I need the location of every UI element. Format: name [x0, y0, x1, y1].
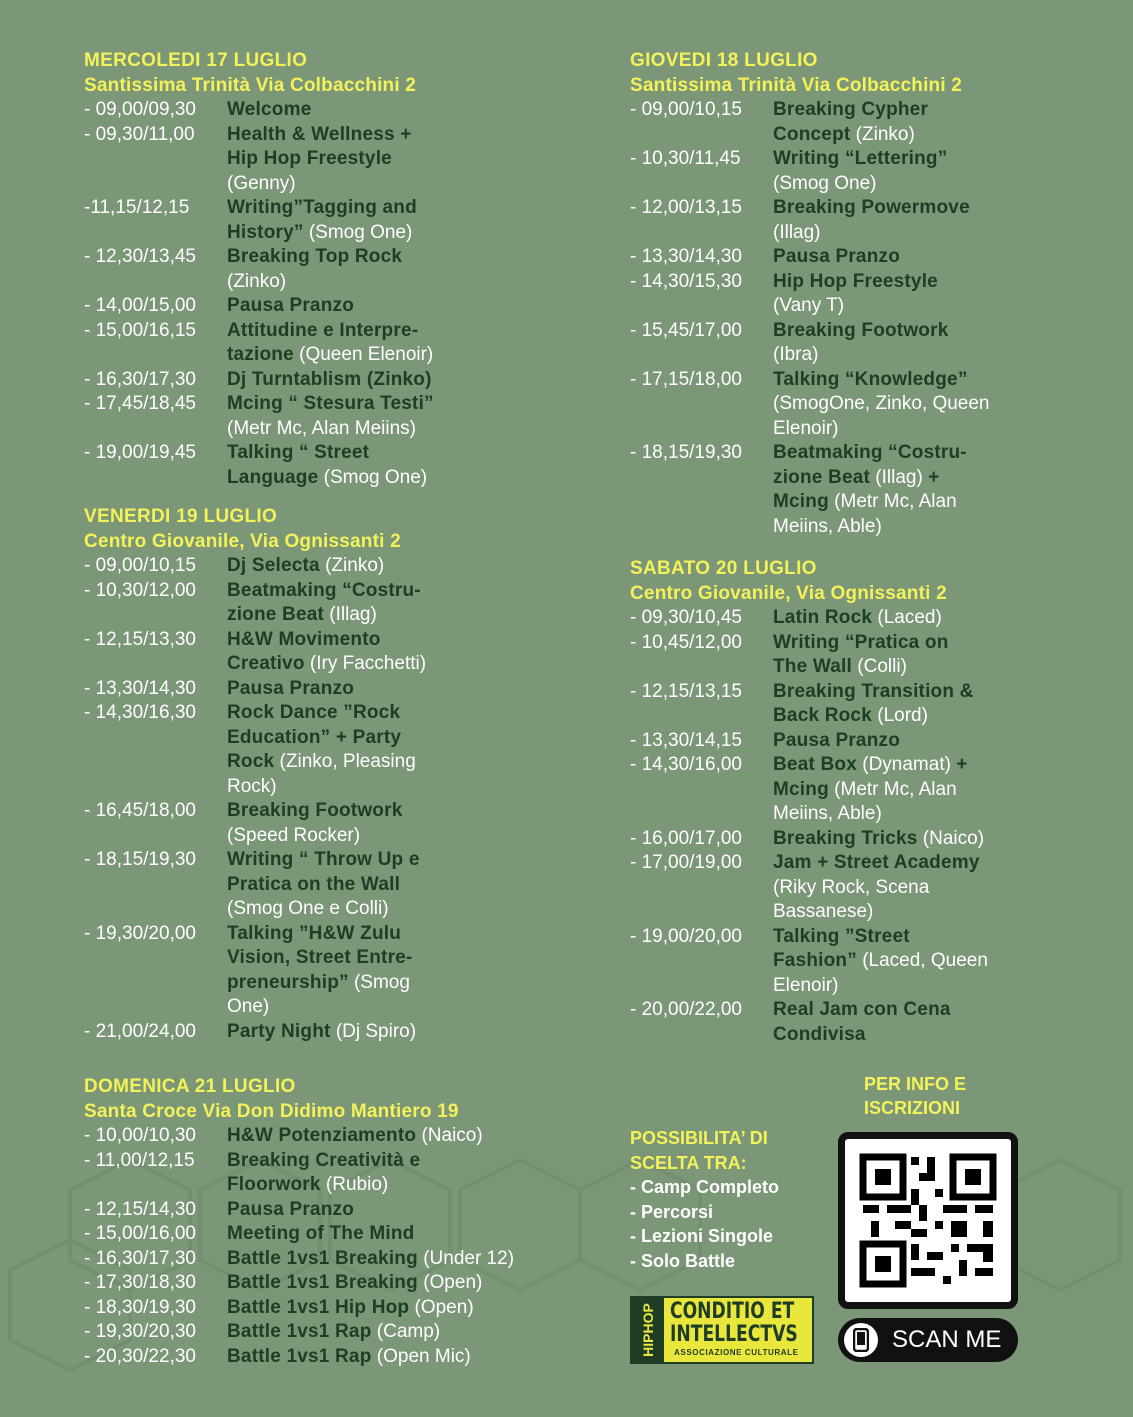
options-title: SCELTA TRA: — [630, 1152, 747, 1173]
schedule-event — [773, 245, 900, 270]
schedule-event — [227, 1149, 420, 1198]
schedule-time: - 10,30/12,00 — [84, 579, 196, 601]
schedule-event — [227, 922, 412, 1020]
schedule-event — [773, 196, 970, 245]
event-host: Elenoir) — [773, 417, 839, 439]
venue: Centro Giovanile, Via Ognissanti 2 — [630, 583, 947, 604]
day-block-sunday — [84, 1074, 604, 1369]
schedule-list — [630, 606, 1110, 1047]
schedule-event — [227, 196, 417, 245]
option-item: - Percorsi — [630, 1201, 714, 1222]
event-title: Pausa Pranzo — [773, 729, 901, 751]
event-host: (Smog One) — [773, 172, 877, 194]
schedule-time: - 16,30/17,30 — [84, 1247, 196, 1269]
schedule-time: - 19,30/20,30 — [84, 1321, 196, 1342]
event-title: H&W Movimento — [227, 628, 381, 650]
event-title: Breaking Tricks — [773, 827, 918, 849]
schedule-event — [773, 319, 948, 368]
day-block-friday — [84, 504, 584, 1044]
schedule-time: - 17,00/19,00 — [630, 852, 742, 873]
event-title: Talking ”H&W Zulu — [227, 922, 402, 944]
event-title: Mcing — [773, 491, 829, 512]
schedule-time: - 13,30/14,30 — [630, 246, 742, 267]
schedule-item — [84, 1320, 604, 1345]
schedule-item — [84, 554, 584, 579]
schedule-item — [630, 368, 1110, 442]
day-block-thursday — [630, 48, 1110, 539]
schedule-event — [227, 1247, 514, 1272]
schedule-item — [84, 392, 584, 441]
event-title: Party Night — [227, 1020, 331, 1042]
event-title: Breaking Footwork — [773, 319, 949, 341]
schedule-time: - 11,00/12,15 — [84, 1149, 195, 1171]
schedule-item — [84, 245, 584, 294]
schedule-event — [773, 98, 928, 147]
event-host: (Smog One) — [303, 221, 413, 243]
schedule-time: - 14,30/16,30 — [84, 702, 196, 723]
schedule-time: -11,15/12,15 — [84, 197, 190, 218]
schedule-time: - 21,00/24,00 — [84, 1020, 196, 1042]
schedule-item — [630, 441, 1110, 539]
event-host: (Smog One) — [318, 466, 428, 488]
event-title: Breaking Cypher — [773, 99, 929, 120]
schedule-time: - 09,00/09,30 — [84, 99, 196, 120]
event-title: Rock — [227, 751, 275, 772]
event-host: Rock) — [227, 775, 277, 797]
schedule-event — [773, 851, 980, 925]
event-host: (Zinko) — [227, 270, 287, 292]
schedule-event — [227, 123, 412, 197]
event-host: (Riky Rock, Scena — [773, 876, 930, 898]
event-title: Battle 1vs1 Rap — [227, 1345, 372, 1367]
venue: Santissima Trinità Via Colbacchini 2 — [84, 75, 417, 96]
event-title: The Wall — [773, 656, 853, 677]
schedule-list — [630, 98, 1110, 539]
phone-icon — [844, 1323, 878, 1357]
event-title: Fashion” — [773, 950, 857, 971]
event-title: Dj Selecta — [227, 555, 320, 576]
event-title: + — [928, 466, 940, 488]
schedule-time: - 10,00/10,30 — [84, 1125, 196, 1146]
event-host: (Illag) — [324, 604, 377, 625]
event-host: Meiins, Able) — [773, 803, 882, 824]
schedule-time: - 16,45/18,00 — [84, 800, 196, 821]
schedule-time: - 17,30/18,30 — [84, 1272, 196, 1293]
logo-wordmark: CONDITIO ET INTELLECTVS — [670, 1299, 798, 1347]
schedule-time: - 19,00/20,00 — [630, 925, 742, 947]
schedule-item — [84, 628, 584, 677]
option-item: - Camp Completo — [630, 1177, 780, 1197]
schedule-event — [773, 925, 988, 999]
event-host: (Camp) — [371, 1321, 441, 1342]
schedule-event — [227, 848, 420, 922]
schedule-item — [84, 1020, 584, 1045]
schedule-event — [227, 628, 426, 677]
venue: Santissima Trinità Via Colbacchini 2 — [630, 75, 963, 96]
schedule-event — [773, 753, 968, 827]
event-host: (SmogOne, Zinko, Queen — [773, 393, 990, 414]
schedule-event — [227, 98, 311, 123]
info-heading-line: PER INFO E — [864, 1074, 967, 1094]
event-host: (Rubio) — [320, 1174, 389, 1195]
schedule-event — [773, 606, 942, 631]
schedule-item — [84, 848, 584, 922]
schedule-item — [84, 579, 584, 628]
schedule-time: - 20,30/22,30 — [84, 1345, 196, 1367]
schedule-event — [773, 631, 949, 680]
event-title: H&W Potenziamento — [227, 1125, 417, 1146]
event-host: (Zinko) — [319, 555, 385, 576]
schedule-event — [227, 677, 354, 702]
event-host: (Metr Mc, Alan — [828, 778, 957, 800]
schedule-event — [227, 245, 402, 294]
event-host: (Speed Rocker) — [227, 824, 361, 846]
schedule-time: - 19,00/19,45 — [84, 442, 196, 463]
qr-code-icon — [845, 1139, 1011, 1302]
schedule-time: - 09,00/10,15 — [630, 99, 742, 120]
event-host: Elenoir) — [773, 974, 839, 996]
options-block — [630, 1126, 779, 1273]
event-host: (Open) — [417, 1272, 483, 1293]
schedule-time: - 15,00/16,00 — [84, 1223, 196, 1244]
schedule-item — [630, 319, 1110, 368]
logo-subtitle: ASSOCIAZIONE CULTURALE — [674, 1348, 799, 1357]
scan-me-label: SCAN ME — [892, 1326, 1002, 1353]
schedule-event — [773, 441, 967, 539]
schedule-item — [630, 998, 1110, 1047]
day-title: GIOVEDI 18 LUGLIO — [630, 50, 818, 71]
schedule-list — [84, 98, 584, 490]
event-title: Battle 1vs1 Breaking — [227, 1272, 418, 1293]
schedule-event — [227, 1320, 440, 1345]
schedule-event — [227, 294, 354, 319]
schedule-event — [227, 1271, 482, 1296]
schedule-item — [84, 196, 584, 245]
schedule-item — [84, 1198, 604, 1223]
event-title: Latin Rock — [773, 607, 873, 628]
schedule-item — [84, 1271, 604, 1296]
day-title: MERCOLEDI 17 LUGLIO — [84, 50, 308, 71]
event-title: Pausa Pranzo — [227, 1198, 355, 1220]
schedule-time: - 15,00/16,15 — [84, 319, 196, 341]
event-host: (Iry Facchetti) — [304, 653, 427, 674]
event-host: (Queen Elenoir) — [293, 344, 434, 365]
schedule-item — [84, 441, 584, 490]
schedule-item — [630, 680, 1110, 729]
event-title: Writing “Pratica on — [773, 631, 949, 653]
day-title: VENERDI 19 LUGLIO — [84, 506, 278, 527]
event-title: Health & Wellness + — [227, 123, 412, 145]
event-host: (Dynamat) — [856, 754, 957, 775]
schedule-item — [84, 1345, 604, 1370]
schedule-event — [227, 319, 433, 368]
event-title: Condivisa — [773, 1023, 866, 1045]
logo-side-band: HIPHOP — [632, 1298, 664, 1362]
event-host: (Open Mic) — [371, 1345, 471, 1367]
schedule-event — [227, 441, 427, 490]
schedule-item — [84, 799, 584, 848]
event-title: Talking “ Street — [227, 442, 370, 463]
event-host: One) — [227, 996, 270, 1017]
schedule-time: - 19,30/20,00 — [84, 922, 196, 944]
schedule-item — [630, 606, 1110, 631]
event-title: zione Beat — [773, 466, 871, 488]
day-block-wednesday — [84, 48, 584, 490]
schedule-time: - 12,15/13,30 — [84, 628, 196, 650]
schedule-time: - 17,45/18,45 — [84, 393, 196, 414]
event-title: Beat Box — [773, 754, 857, 775]
event-title: Talking “Knowledge” — [773, 368, 968, 390]
schedule-event — [227, 1198, 354, 1223]
schedule-item — [630, 270, 1110, 319]
event-host: (Naico) — [416, 1125, 483, 1146]
conditio-et-intellectvs-logo — [630, 1296, 814, 1364]
schedule-time: - 16,00/17,00 — [630, 827, 742, 849]
schedule-item — [84, 319, 584, 368]
schedule-list — [84, 1124, 604, 1369]
day-title: DOMENICA 21 LUGLIO — [84, 1076, 296, 1097]
schedule-event — [227, 1222, 414, 1247]
schedule-item — [84, 294, 584, 319]
event-host: Meiins, Able) — [773, 515, 882, 537]
schedule-item — [630, 631, 1110, 680]
day-title: SABATO 20 LUGLIO — [630, 558, 817, 579]
event-title: Education” + Party — [227, 726, 402, 748]
event-title: Breaking Powermove — [773, 197, 970, 218]
schedule-event — [227, 1124, 483, 1149]
schedule-event — [773, 729, 900, 754]
event-title: Pausa Pranzo — [227, 295, 355, 316]
event-host: (Naico) — [917, 827, 985, 849]
schedule-event — [227, 554, 384, 579]
event-title: Battle 1vs1 Hip Hop — [227, 1296, 410, 1318]
event-title: Breaking Footwork — [227, 800, 403, 821]
info-heading — [864, 1072, 966, 1120]
event-title: Writing”Tagging and — [227, 197, 417, 218]
schedule-event — [227, 799, 402, 848]
event-title: Meeting of The Mind — [227, 1223, 415, 1244]
event-title: Battle 1vs1 Breaking — [227, 1247, 418, 1269]
schedule-event — [773, 998, 951, 1047]
schedule-time: - 17,15/18,00 — [630, 368, 742, 390]
event-title: Breaking Creatività e — [227, 1149, 421, 1171]
schedule-item — [84, 1124, 604, 1149]
event-title: Breaking Transition & — [773, 680, 974, 702]
event-title: Dj Turntablism (Zinko) — [227, 368, 432, 390]
event-title: Beatmaking “Costru- — [227, 579, 421, 601]
schedule-event — [227, 701, 416, 799]
schedule-time: - 16,30/17,30 — [84, 368, 196, 390]
schedule-time: - 13,30/14,30 — [84, 677, 196, 699]
schedule-event — [227, 1020, 416, 1045]
event-title: Rock Dance ”Rock — [227, 702, 401, 723]
schedule-item — [630, 245, 1110, 270]
schedule-item — [630, 147, 1110, 196]
event-title: Mcing — [773, 778, 829, 800]
event-title: Pausa Pranzo — [773, 246, 901, 267]
schedule-item — [84, 1222, 604, 1247]
event-title: History” — [227, 221, 304, 243]
event-title: tazione — [227, 344, 294, 365]
event-host: (Ibra) — [773, 344, 819, 365]
schedule-event — [773, 270, 938, 319]
scan-me-button[interactable] — [838, 1318, 1018, 1362]
schedule-item — [84, 922, 584, 1020]
event-title: Welcome — [227, 99, 312, 120]
event-host: (Zinko) — [850, 123, 915, 145]
event-title: Talking ”Street — [773, 925, 910, 947]
schedule-event — [773, 147, 947, 196]
schedule-time: - 14,30/16,00 — [630, 754, 742, 775]
event-title: Pratica on the Wall — [227, 873, 401, 895]
event-title: Mcing “ Stesura Testi” — [227, 393, 434, 414]
schedule-item — [630, 98, 1110, 147]
day-block-saturday — [630, 556, 1110, 1047]
option-item: - Lezioni Singole — [630, 1226, 773, 1246]
schedule-event — [227, 579, 421, 628]
event-title: Hip Hop Freestyle — [773, 270, 938, 292]
schedule-item — [630, 851, 1110, 925]
schedule-time: - 10,45/12,00 — [630, 631, 742, 653]
event-host: (Colli) — [852, 656, 907, 677]
schedule-item — [630, 827, 1110, 852]
event-host: (Genny) — [227, 172, 296, 194]
schedule-event — [773, 827, 984, 852]
event-host: (Lord) — [871, 705, 928, 726]
schedule-event — [227, 392, 434, 441]
event-host: (Metr Mc, Alan — [828, 491, 957, 512]
event-host: (Metr Mc, Alan Meiins) — [227, 417, 416, 439]
schedule-list — [84, 554, 584, 1044]
event-host: (Laced) — [872, 607, 942, 628]
schedule-time: - 12,00/13,15 — [630, 197, 742, 218]
event-title: Back Rock — [773, 705, 872, 726]
options-title: POSSIBILITA’ DI — [630, 1128, 768, 1148]
schedule-item — [84, 1149, 604, 1198]
schedule-event — [227, 1345, 471, 1370]
schedule-item — [84, 677, 584, 702]
schedule-time: - 18,30/19,30 — [84, 1296, 196, 1318]
schedule-item — [84, 368, 584, 393]
schedule-time: - 12,15/14,30 — [84, 1198, 196, 1220]
schedule-item — [630, 925, 1110, 999]
event-host: (Zinko, Pleasing — [274, 751, 416, 772]
event-title: Beatmaking “Costru- — [773, 442, 967, 463]
event-host: (Smog — [348, 971, 410, 993]
event-title: Real Jam con Cena — [773, 999, 951, 1020]
schedule-item — [84, 1247, 604, 1272]
event-title: Vision, Street Entre- — [227, 947, 413, 968]
schedule-time: - 18,15/19,30 — [84, 849, 196, 870]
schedule-time: - 14,00/15,00 — [84, 295, 196, 316]
schedule-time: - 13,30/14,15 — [630, 729, 742, 751]
event-title: Attitudine e Interpre- — [227, 319, 419, 341]
schedule-item — [84, 1296, 604, 1321]
event-title: Hip Hop Freestyle — [227, 148, 392, 169]
schedule-item — [630, 196, 1110, 245]
schedule-time: - 12,30/13,45 — [84, 246, 196, 267]
event-title: preneurship” — [227, 971, 349, 993]
event-host: Bassanese) — [773, 901, 874, 922]
schedule-time: - 12,15/13,15 — [630, 680, 742, 702]
schedule-time: - 18,15/19,30 — [630, 442, 742, 463]
event-host: (Under 12) — [417, 1247, 515, 1269]
schedule-event — [773, 680, 974, 729]
event-host: (Illag) — [870, 466, 929, 488]
event-title: zione Beat — [227, 604, 325, 625]
event-host: (Illag) — [773, 221, 821, 243]
event-title: Writing “ Throw Up e — [227, 849, 420, 870]
schedule-item — [84, 123, 584, 197]
venue: Centro Giovanile, Via Ognissanti 2 — [84, 531, 401, 552]
schedule-item — [84, 701, 584, 799]
event-host: (Vany T) — [773, 295, 845, 316]
event-title: Creativo — [227, 653, 305, 674]
option-item: - Solo Battle — [630, 1250, 736, 1271]
schedule-time: - 15,45/17,00 — [630, 319, 742, 341]
schedule-time: - 10,30/11,45 — [630, 148, 741, 169]
event-title: Pausa Pranzo — [227, 677, 355, 699]
event-title: Language — [227, 466, 319, 488]
event-title: Writing “Lettering” — [773, 148, 948, 169]
schedule-event — [227, 368, 432, 393]
schedule-item — [630, 753, 1110, 827]
schedule-time: - 20,00/22,00 — [630, 999, 742, 1020]
schedule-event — [227, 1296, 474, 1321]
event-title: Concept — [773, 123, 851, 145]
event-host: (Laced, Queen — [856, 950, 988, 971]
event-title: Floorwork — [227, 1174, 321, 1195]
schedule-time: - 09,30/11,00 — [84, 123, 195, 145]
qr-code[interactable] — [838, 1132, 1018, 1309]
schedule-time: - 09,00/10,15 — [84, 555, 196, 576]
schedule-event — [773, 368, 990, 442]
event-host: (Open) — [409, 1296, 474, 1318]
event-title: Jam + Street Academy — [773, 852, 980, 873]
schedule-item — [630, 729, 1110, 754]
schedule-time: - 14,30/15,30 — [630, 270, 742, 292]
event-host: (Smog One e Colli) — [227, 898, 389, 919]
venue: Santa Croce Via Don Didimo Mantiero 19 — [84, 1101, 459, 1122]
event-host: (Dj Spiro) — [330, 1020, 417, 1042]
event-title: Battle 1vs1 Rap — [227, 1321, 372, 1342]
schedule-time: - 09,30/10,45 — [630, 607, 742, 628]
schedule-item — [84, 98, 584, 123]
event-title: Breaking Top Rock — [227, 246, 403, 267]
event-title: + — [956, 754, 968, 775]
info-heading-line: ISCRIZIONI — [864, 1098, 961, 1118]
